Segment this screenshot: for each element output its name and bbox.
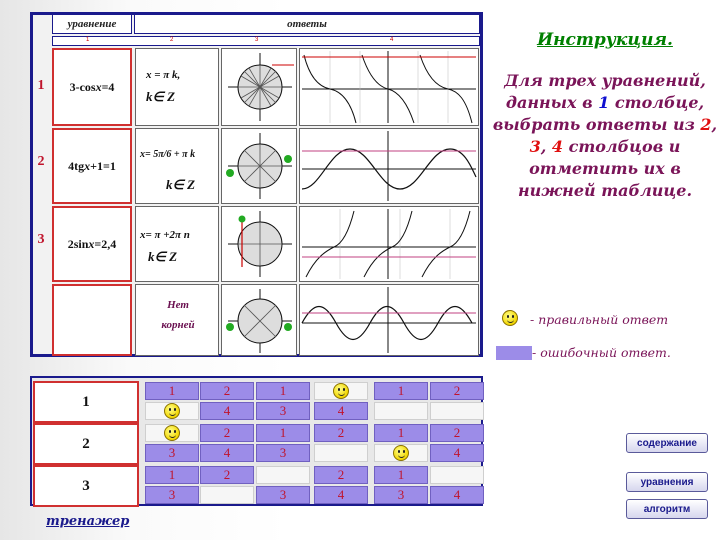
trainer-slot[interactable]: 2 — [314, 466, 368, 484]
trainer-slot[interactable] — [314, 444, 368, 462]
instruction-part: столбце, выбрать ответы из — [492, 93, 705, 134]
instruction-text — [492, 70, 718, 202]
answer-cell[interactable] — [135, 48, 219, 126]
column-number: 2 — [170, 37, 174, 43]
trainer-slot[interactable]: 1 — [374, 424, 428, 442]
unit-circle-icon — [222, 285, 296, 355]
trainer-row-label: 2 — [33, 423, 139, 465]
smiley-icon — [164, 403, 180, 419]
trainer-row-label: 3 — [33, 465, 139, 507]
column-number: 3 — [255, 37, 259, 43]
graph-cell[interactable] — [299, 206, 479, 282]
trainer-slot[interactable]: 2 — [430, 382, 484, 400]
trainer-slot[interactable]: 2 — [200, 424, 254, 442]
trainer-slot[interactable]: 2 — [200, 382, 254, 400]
graph-cell[interactable] — [299, 284, 479, 356]
equation-text: 3-cos — [69, 79, 96, 94]
equation-cell[interactable] — [52, 284, 132, 356]
equation-text: =4 — [101, 79, 115, 94]
trainer-slot[interactable]: 3 — [256, 402, 310, 420]
equation-text: 4tg — [68, 158, 85, 173]
smiley-icon — [393, 445, 409, 461]
trainer-slot[interactable] — [374, 402, 428, 420]
legend-correct — [502, 310, 518, 331]
instruction-col-number: 4 — [551, 137, 563, 156]
trainer-slot[interactable]: 1 — [145, 466, 199, 484]
trainer-slot[interactable]: 3 — [145, 444, 199, 462]
column-number: 1 — [86, 37, 90, 43]
smiley-icon — [502, 310, 518, 326]
graph-cell[interactable] — [299, 48, 479, 126]
unit-circle-icon — [222, 129, 296, 203]
trainer-slot[interactable]: 3 — [145, 486, 199, 504]
instruction-sep: , — [711, 115, 718, 134]
cos-graph — [300, 129, 478, 203]
instruction-title: Инструкция. — [537, 30, 673, 50]
trainer-slot[interactable]: 4 — [314, 402, 368, 420]
equations-button[interactable]: уравнения — [626, 472, 708, 492]
equation-cell[interactable] — [52, 48, 132, 126]
instruction-part: Для трех уравнений, данных в — [504, 71, 706, 112]
trainer-slot[interactable] — [200, 486, 254, 504]
instruction-part: столбцов и отметить их в нижней таблице. — [517, 137, 693, 200]
answer-line: корней — [161, 319, 195, 331]
smiley-icon — [164, 425, 180, 441]
trainer-slot[interactable] — [430, 402, 484, 420]
row-number: 2 — [37, 154, 45, 169]
trainer-slot[interactable]: 3 — [256, 444, 310, 462]
answer-line: k∈ Z — [148, 249, 178, 264]
row-number: 1 — [37, 78, 45, 93]
answer-cell[interactable] — [135, 206, 219, 282]
legend-correct-text: - правильный ответ — [530, 312, 669, 327]
answer-cell[interactable] — [135, 284, 219, 356]
column-number: 4 — [390, 37, 394, 43]
equation-text: 2sin — [67, 236, 89, 251]
trainer-slot[interactable]: 1 — [256, 424, 310, 442]
header-equation: уравнение — [52, 14, 132, 34]
unit-circle-icon — [222, 49, 296, 125]
contents-button[interactable]: содержание — [626, 433, 708, 453]
equation-cell[interactable] — [52, 206, 132, 282]
legend-wrong-text: - ошибочный ответ. — [532, 345, 671, 360]
header-answers: ответы — [134, 14, 480, 34]
wrong-swatch — [496, 346, 532, 360]
equation-var: x — [88, 236, 95, 251]
answer-line: x = π k, — [146, 69, 181, 81]
answer-cell[interactable] — [135, 128, 219, 204]
equation-var: x — [84, 158, 91, 173]
trainer-slot[interactable]: 1 — [145, 382, 199, 400]
tan-graph — [300, 207, 478, 281]
trainer-slot[interactable]: 2 — [314, 424, 368, 442]
equation-var: x — [95, 79, 102, 94]
sin-graph — [300, 285, 478, 355]
answer-line: k∈ Z — [146, 89, 176, 104]
trainer-slot[interactable]: 4 — [430, 444, 484, 462]
trainer-slot[interactable]: 2 — [200, 466, 254, 484]
trainer-slot[interactable]: 2 — [430, 424, 484, 442]
answer-line: k∈ Z — [166, 177, 196, 192]
trainer-slot-correct[interactable] — [374, 444, 428, 462]
unit-circle-cell[interactable] — [221, 48, 297, 126]
trainer-slot-correct[interactable] — [145, 402, 199, 420]
equation-cell[interactable] — [52, 128, 132, 204]
trainer-slot[interactable] — [256, 466, 310, 484]
trainer-slot[interactable]: 4 — [200, 444, 254, 462]
trainer-slot[interactable]: 1 — [374, 466, 428, 484]
trainer-slot-correct[interactable] — [314, 382, 368, 400]
column-numbers-bar — [52, 36, 480, 46]
instruction-sep: , — [540, 137, 552, 156]
cot-graph — [300, 49, 478, 125]
unit-circle-cell[interactable] — [221, 206, 297, 282]
instruction-col-number: 1 — [598, 93, 610, 112]
graph-cell[interactable] — [299, 128, 479, 204]
trainer-slot[interactable]: 3 — [256, 486, 310, 504]
trainer-slot[interactable]: 4 — [200, 402, 254, 420]
algorithm-button[interactable]: алгоритм — [626, 499, 708, 519]
instruction-col-number: 2 — [700, 115, 712, 134]
trainer-slot[interactable]: 1 — [374, 382, 428, 400]
unit-circle-cell[interactable] — [221, 284, 297, 356]
answer-line: x= 5π/6 + π k — [140, 149, 196, 160]
trainer-row-label: 1 — [33, 381, 139, 423]
answer-line: Нет — [167, 299, 189, 311]
smiley-icon — [333, 383, 349, 399]
instruction-col-number: 3 — [529, 137, 541, 156]
trainer-slot[interactable]: 4 — [430, 486, 484, 504]
row-number: 3 — [37, 232, 45, 247]
trainer-slot[interactable]: 4 — [314, 486, 368, 504]
equation-text: +1=1 — [90, 158, 116, 173]
trainer-link[interactable]: тренажер — [46, 514, 130, 529]
answer-line: x= π +2π n — [140, 229, 190, 241]
unit-circle-icon — [222, 207, 296, 281]
trainer-slot[interactable]: 1 — [256, 382, 310, 400]
trainer-slot-correct[interactable] — [145, 424, 199, 442]
unit-circle-cell[interactable] — [221, 128, 297, 204]
trainer-slot[interactable] — [430, 466, 484, 484]
trainer-slot[interactable]: 3 — [374, 486, 428, 504]
equation-text: =2,4 — [94, 236, 117, 251]
